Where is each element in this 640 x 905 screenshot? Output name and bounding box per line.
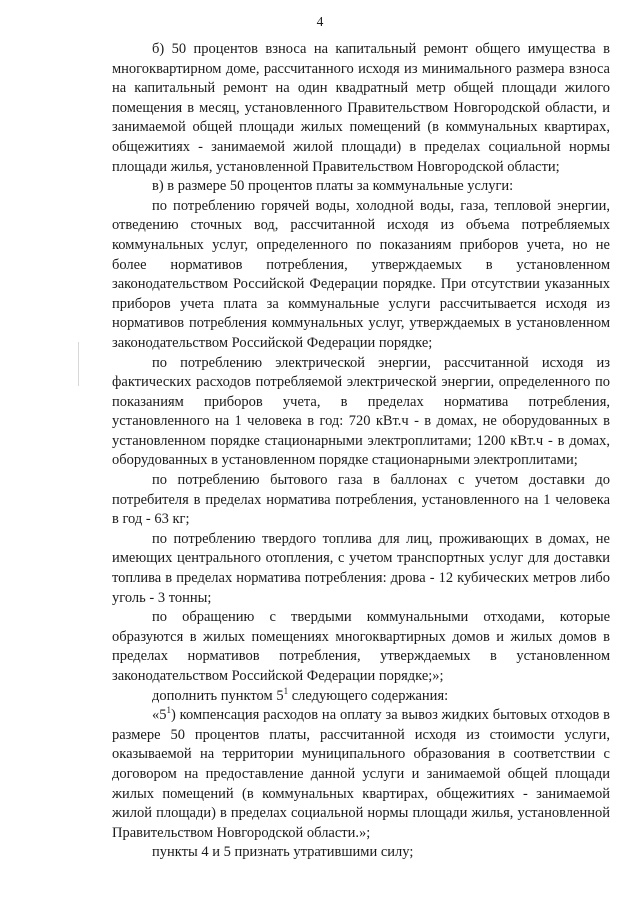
- document-body: [112, 40, 610, 863]
- page-number: 4: [316, 14, 324, 29]
- paragraph-v: в) в размере 50 процентов платы за коммунальные услуги:: [152, 178, 514, 195]
- paragraph-bottled-gas: по потреблению бытового газа в баллонах с учетом доставки до потребителя в пределах норматива потребления, установленного на 1 человека в год - 63 кг;: [112, 472, 610, 528]
- paragraph-supplement-intro: [112, 687, 610, 707]
- paragraph-utilities: по потреблению горячей воды, холодной воды, газа, тепловой энергии, отведению сточных вод, рассчитанной исходя из объема потребляемых коммунальных услуг, определенного по показаниям приборов учета, но не более нормативов потребления, утверждаемых в установленном законодательством Российской Федерации порядке. При отсутствии указанных приборов учета плата за коммунальные услуги рассчитывается исходя из нормативов потребления коммунальных услуг, утверждаемых в установленном законодательством Российской Федерации порядке;: [112, 197, 610, 351]
- supplement-intro-tail: следующего содержания:: [288, 687, 449, 704]
- supplement-item-open: «5: [152, 707, 167, 724]
- paragraph-solid-waste: по обращению с твердыми коммунальными отходами, которые образуются в жилых помещениях многоквартирных домов и жилых домов в пределах нормативов потребления, утверждаемых в установленном законодательством Российской Федерации порядке;»;: [112, 609, 610, 684]
- paragraph-electricity: по потреблению электрической энергии, рассчитанной исходя из фактических расходов потребляемой электрической энергии, определенного по показаниям приборов учета, в пределах норматива потребления, установленного на 1 человека в год: 720 кВт.ч - в домах, не оборудованных в установленном порядке стационарными электроплитами; 1200 кВт.ч - в домах, оборудованных в установленном порядке стационарными электроплитами;: [112, 354, 610, 469]
- supplement-item-superscript: 1: [166, 705, 171, 716]
- supplement-intro-superscript: 1: [283, 685, 289, 696]
- supplement-item-text: ) компенсация расходов на оплату за вывоз жидких бытовых отходов в размере 50 процентов платы, рассчитанной исходя из стоимости услуги, оказываемой на территории муниципального образования в соответствии с договором на предоставление данной услуги и занимаемой общей площади жилых помещений (в коммунальных квартирах, общежитиях - занимаемой жилой площади) в пределах социальной нормы площади жилья, установленной Правительством Новгородской области.»;: [112, 707, 610, 841]
- paragraph-supplement-item: [112, 706, 610, 843]
- paragraph-b: б) 50 процентов взноса на капитальный ремонт общего имущества в многоквартирном доме, рассчитанного исходя из минимального размера взноса на капитальный ремонт на один квадратный метр общей площади жилого помещения в месяц, установленного Правительством Новгородской области, и занимаемой общей площади жилых помещений (в коммунальных квартирах, общежитиях - занимаемой жилой площади) в пределах социальной нормы площади жилья, установленной Правительством Новгородской области;: [112, 41, 610, 175]
- paragraph-solid-fuel: по потреблению твердого топлива для лиц, проживающих в домах, не имеющих центрального отопления, с учетом транспортных услуг для доставки топлива в пределах норматива потребления: дрова - 12 кубических метров либо уголь - 3 тонны;: [112, 530, 610, 606]
- paragraph-final: пункты 4 и 5 признать утратившими силу;: [152, 844, 414, 861]
- supplement-intro-text: дополнить пунктом 5: [152, 687, 284, 704]
- scan-margin-mark: [78, 342, 79, 386]
